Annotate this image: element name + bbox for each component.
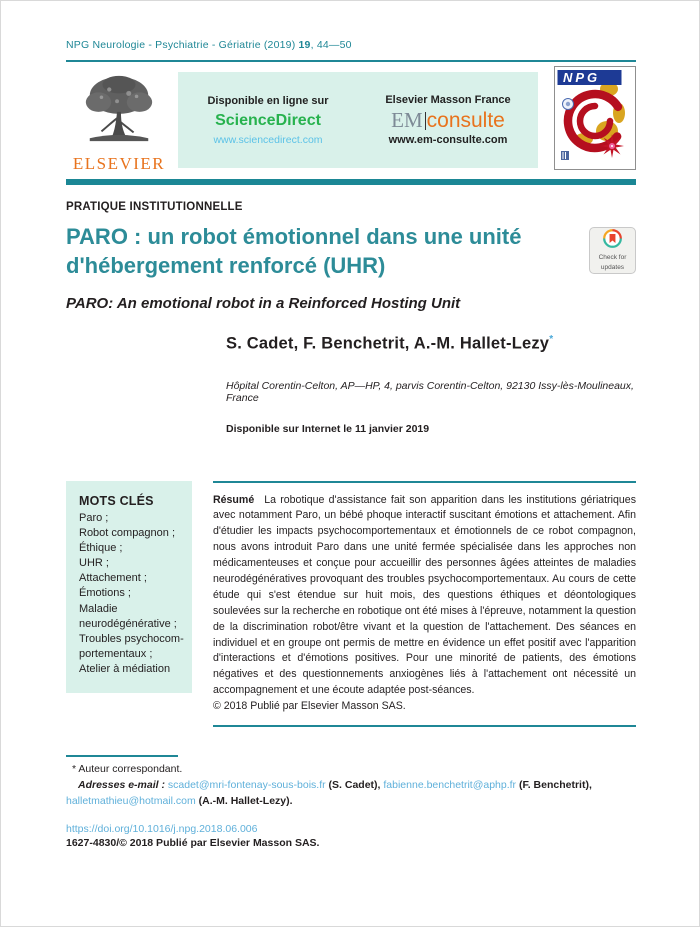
journal-volume: 19 [298, 39, 311, 51]
abstract-label: Résumé [213, 493, 255, 506]
keyword-item: UHR ; [79, 557, 109, 570]
email-link[interactable]: scadet@mri-fontenay-sous-bois.fr [167, 779, 326, 791]
badge-line2: updates [600, 264, 625, 271]
doi-link[interactable]: https://doi.org/10.1016/j.npg.2018.06.006 [66, 822, 258, 835]
abstract-paragraph [213, 493, 636, 700]
abstract-copyright: © 2018 Publié par Elsevier Masson SAS. [213, 700, 406, 713]
badge-line1: Check for [598, 254, 627, 262]
emconsulte-url-link[interactable]: www.em-consulte.com [388, 134, 508, 147]
publisher-banner [66, 68, 636, 174]
abstract-column [213, 481, 636, 728]
footnote-divider [66, 755, 178, 757]
email-link[interactable]: halletmathieu@hotmail.com [66, 795, 196, 808]
corresponding-author-mark[interactable]: * [549, 334, 554, 346]
keyword-item: Maladie neurodégénérative ; [79, 602, 177, 630]
email-owner: (A.-M. Hallet-Lezy). [195, 795, 293, 808]
email-addresses-line [66, 777, 636, 810]
banner-divider [66, 179, 636, 185]
keywords-heading: MOTS CLÉS [79, 493, 154, 508]
abstract-section [66, 481, 636, 728]
footnote-block [66, 755, 636, 849]
sciencedirect-url-link[interactable]: www.sciencedirect.com [213, 133, 323, 146]
keyword-item: Paro ; [79, 511, 109, 524]
emconsulte-pipe [425, 112, 426, 130]
journal-cover-thumbnail [554, 66, 636, 170]
sciencedirect-wordmark: ScienceDirect [215, 111, 321, 129]
authors-line [226, 334, 636, 354]
emconsulte-em: EM [391, 107, 423, 132]
title-row [66, 222, 636, 280]
email-link[interactable]: fabienne.benchetrit@aphp.fr [383, 779, 517, 791]
authors-names: S. Cadet, F. Benchetrit, A.-M. Hallet-Lezy [226, 334, 550, 353]
corresponding-author-note: * Auteur correspondant. [72, 763, 183, 775]
keyword-item: Robot compagnon ; [79, 526, 176, 539]
check-for-updates-badge[interactable] [589, 227, 636, 274]
emconsulte-publisher: Elsevier Masson France [385, 93, 511, 106]
keyword-item: Émotions ; [79, 587, 131, 600]
emconsulte-consulte: consulte [426, 108, 505, 132]
journal-pages: , 44—50 [310, 39, 352, 51]
keyword-item: Atelier à médiation [79, 663, 171, 676]
emconsulte-wordmark [391, 109, 505, 132]
keyword-item: Éthique ; [79, 541, 123, 554]
emconsulte-panel [358, 72, 538, 168]
abstract-text: La robotique d'assistance fait son apparition dans les institutions gériatriques avec notamment Paro, un bébé phoque interactif suscitant émotions et attachement. Afin d'étudier les impacts psychocomportementaux et émotionnels de ce robot compagnon, nous avons introduit Paro dans une unité fermée spécialisée dans les approches non médicamenteuses et conçue pour accueillir des personnes âgées atteintes de maladies neurodégénératives provoquant des troubles psychocomportementaux. Au cours de cette étude qui s'est étendue sur huit mois, des questions éthiques et déontologiques soulevées sur la recherche en robotique ont été mises à l'épreuve, notamment la question de la discrimination robot/être vivant et la question de l'attachement. Des séances en individuel et en groupe ont permis de mettre en évidence un effet positif avec l'apparition d'interactions et d'émotions positives. Pour une minorité de patients, des émotions négatives et des questionnements anxiogènes liés à l'attachement ont nécessité un accompagnement et une écoute adaptée post-séances. [213, 493, 636, 697]
header-divider [66, 60, 636, 62]
sciencedirect-panel [178, 72, 358, 168]
affiliation-line: Hôpital Corentin-Celton, AP—HP, 4, parvis Corentin-Celton, 92130 Issy-lès-Moulineaux, France [226, 379, 634, 404]
emails-label: Adresses e-mail : [78, 779, 168, 791]
section-label: PRATIQUE INSTITUTIONNELLE [66, 201, 243, 213]
article-title-fr: PARO : un robot émotionnel dans une unité d'hébergement renforcé (UHR) [66, 224, 522, 279]
elsevier-logo [66, 68, 172, 174]
cover-npg-logo: NPG [563, 70, 601, 85]
availability-box [178, 72, 538, 168]
keyword-item: Troubles psychocom-portementaux ; [79, 632, 184, 661]
sciencedirect-tagline: Disponible en ligne sur [207, 94, 329, 107]
byline-block [226, 334, 636, 435]
crossmark-icon [603, 229, 622, 253]
page-content [66, 1, 636, 727]
journal-reference-text: NPG Neurologie - Psychiatrie - Gériatrie (2019) [66, 39, 299, 51]
elsevier-tree-icon [71, 70, 167, 153]
email-owner: (F. Benchetrit), [516, 779, 592, 791]
keywords-box [66, 481, 192, 694]
issn-copyright-line: 1627-4830/© 2018 Publié par Elsevier Masson SAS. [66, 836, 320, 849]
email-owner: (S. Cadet), [325, 779, 384, 791]
journal-reference [66, 39, 636, 51]
article-title-en: PARO: An emotional robot in a Reinforced Hosting Unit [66, 295, 461, 313]
available-online-line: Disponible sur Internet le 11 janvier 2019 [226, 422, 430, 435]
keyword-item: Attachement ; [79, 572, 147, 585]
elsevier-wordmark: ELSEVIER [72, 154, 166, 173]
